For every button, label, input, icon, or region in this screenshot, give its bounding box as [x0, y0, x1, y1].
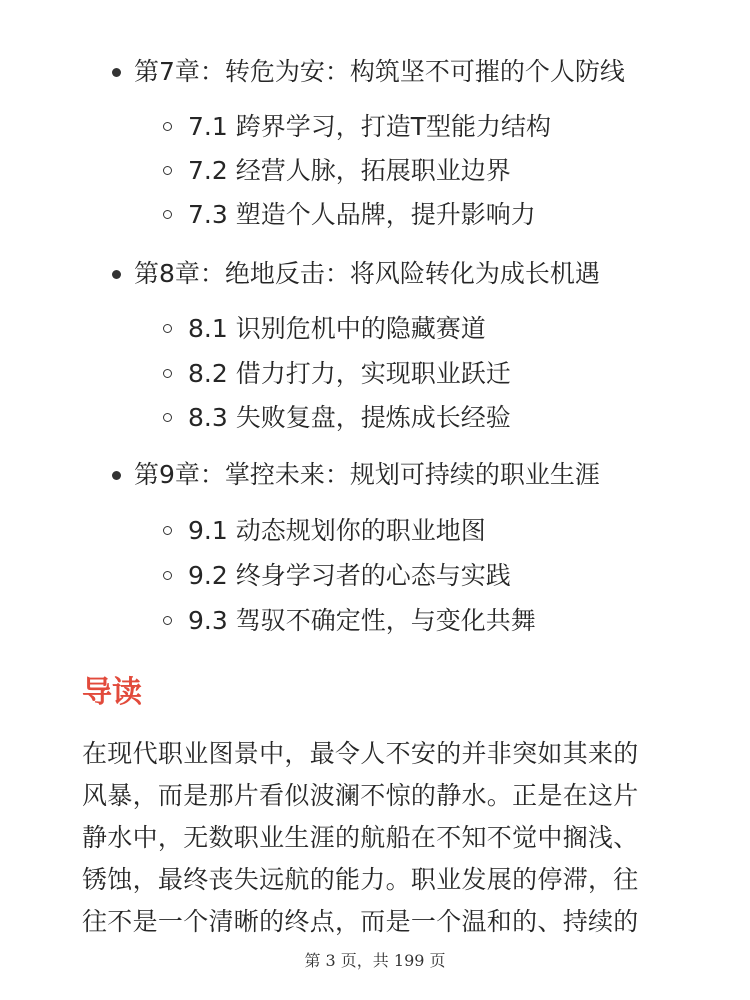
intro-paragraph	[82, 733, 682, 943]
toc-section-9-3	[188, 604, 536, 638]
chapter-title: 第9章：掌控未来：规划可持续的职业生涯	[134, 460, 600, 489]
section-title: 8.1 识别危机中的隐藏赛道	[188, 314, 486, 343]
toc-chapter-7	[134, 55, 625, 89]
paragraph-line: 在现代职业图景中，最令人不安的并非突如其来的	[82, 739, 639, 768]
toc-chapter-8	[134, 257, 600, 291]
paragraph-line: 静水中，无数职业生涯的航船在不知不觉中搁浅、	[82, 823, 639, 852]
bullet-circle-icon	[163, 526, 172, 535]
toc-section-8-1	[188, 312, 486, 346]
toc-chapter-9	[134, 458, 600, 492]
toc-section-8-3	[188, 401, 511, 435]
bullet-dot-icon	[112, 68, 121, 77]
bullet-dot-icon	[112, 471, 121, 480]
section-title: 9.3 驾驭不确定性，与变化共舞	[188, 606, 536, 635]
section-title: 7.3 塑造个人品牌，提升影响力	[188, 200, 536, 229]
toc-section-8-2	[188, 357, 511, 391]
toc-section-9-2	[188, 559, 511, 593]
section-title: 7.2 经营人脉，拓展职业边界	[188, 156, 511, 185]
bullet-circle-icon	[163, 166, 172, 175]
toc-section-7-1	[188, 110, 551, 144]
bullet-circle-icon	[163, 616, 172, 625]
chapter-title: 第7章：转危为安：构筑坚不可摧的个人防线	[134, 57, 625, 86]
intro-heading: 导读	[82, 675, 142, 710]
toc-section-7-3	[188, 198, 536, 232]
toc-section-7-2	[188, 154, 511, 188]
bullet-circle-icon	[163, 369, 172, 378]
section-title: 9.1 动态规划你的职业地图	[188, 516, 486, 545]
page-number: 第 3 页，共 199 页	[304, 951, 446, 970]
section-title: 9.2 终身学习者的心态与实践	[188, 561, 511, 590]
section-title: 8.2 借力打力，实现职业跃迁	[188, 359, 511, 388]
section-title: 8.3 失败复盘，提炼成长经验	[188, 403, 511, 432]
chapter-title: 第8章：绝地反击：将风险转化为成长机遇	[134, 259, 600, 288]
paragraph-line: 往不是一个清晰的终点，而是一个温和的、持续的	[82, 907, 639, 936]
bullet-circle-icon	[163, 122, 172, 131]
paragraph-line: 风暴，而是那片看似波澜不惊的静水。正是在这片	[82, 781, 639, 810]
bullet-circle-icon	[163, 324, 172, 333]
section-title: 7.1 跨界学习，打造T型能力结构	[188, 112, 551, 141]
bullet-dot-icon	[112, 270, 121, 279]
paragraph-line: 锈蚀，最终丧失远航的能力。职业发展的停滞，往	[82, 865, 639, 894]
toc-section-9-1	[188, 514, 486, 548]
bullet-circle-icon	[163, 210, 172, 219]
bullet-circle-icon	[163, 571, 172, 580]
bullet-circle-icon	[163, 413, 172, 422]
